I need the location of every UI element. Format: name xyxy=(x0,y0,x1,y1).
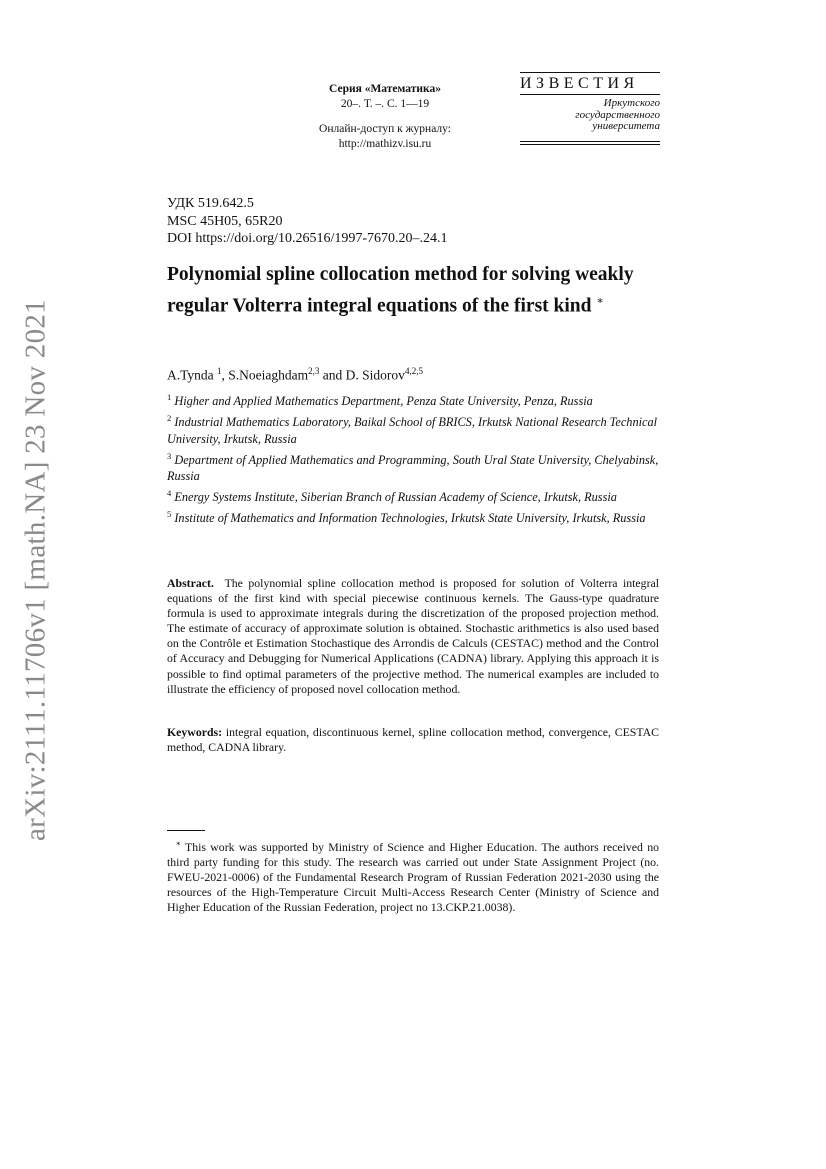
affiliation-item: $^2$ Industrial Mathematics Laboratory, Baikal School of BRICS, Irkutsk National Research Technical University, Irkutsk, Russia xyxy=(167,412,658,446)
keywords-text: integral equation, discontinuous kernel, spline collocation method, convergence, CESTAC method, CADNA library. xyxy=(167,725,659,755)
series-name: Серия «Математика» xyxy=(329,83,441,95)
affiliation-item: $^3$ Department of Applied Mathematics and Programming, South Ural State University, Chelyabinsk, Russia xyxy=(167,450,659,484)
footnote-text: This work was supported by Ministry of Science and Higher Education. The authors received no third party funding for this study. The research was carried out under State Assignment Project (no. FWEU-2021-0006) of the Fundamental Research Program of Russian Federation 2021-2030 using the resources of the High-Temperature Circuit Multi-Access Research Center (Ministry of Science and Higher Education of the Russian Federation, project no 13.CKP.21.0038). xyxy=(167,839,659,915)
journal-url: http://mathizv.isu.ru xyxy=(338,138,432,150)
udk-code: УДК 519.642.5 xyxy=(167,196,254,211)
affiliation-list xyxy=(167,389,659,527)
author-name: A.Tynda xyxy=(167,367,214,383)
journal-title: ИЗВЕСТИЯ xyxy=(520,75,639,92)
journal-subtitle xyxy=(520,98,660,133)
author-affiliation-mark: 2,3 xyxy=(308,366,320,376)
paper-title-text: Polynomial spline collocation method for solving weakly regular Volterra integral equations of the first kind xyxy=(167,264,634,317)
author-name: S.Noeiaghdam xyxy=(228,367,309,383)
paper-title xyxy=(167,262,647,320)
journal-subtitle-line: университета xyxy=(592,120,660,132)
author-affiliation-mark: 1 xyxy=(217,366,222,376)
journal-subtitle-line: государственного xyxy=(575,108,660,121)
affiliation-item: $^1$ Higher and Applied Mathematics Department, Penza State University, Penza, Russia xyxy=(167,392,593,409)
arxiv-identifier xyxy=(14,300,58,840)
abstract-label: Abstract. xyxy=(167,576,214,590)
author-affiliation-mark: 4,2,5 xyxy=(404,366,423,376)
footnote xyxy=(167,836,659,915)
series-info xyxy=(290,82,480,152)
journal-subtitle-line: Иркутского xyxy=(603,97,660,109)
abstract-text: The polynomial spline collocation method is proposed for solution of Volterra integral equations of the first kind with special piecewise continuous kernels. The Gauss-type quadrature formula is used to approximate integrals during the discretization of the proposed projection method. The estimate of accuracy of approximate solution is obtained. Stochastic arithmetics is also used based on the Contrôle et Estimation Stochastique des Arrondis de Calculs (CESTAC) method and the Control of Accuracy and Debugging for Numerical Applications (CADNA) library. Applying this approach it is possible to find optimal parameters of the projective method. The numerical examples are included to illustrate the efficiency of proposed novel collocation method. xyxy=(167,576,660,696)
doi: DOI https://doi.org/10.26516/1997-7670.20–.24.1 xyxy=(167,231,448,246)
title-footnote-mark: ∗ xyxy=(596,295,604,307)
author-name: D. Sidorov xyxy=(345,367,405,383)
arxiv-identifier-text: arXiv:2111.11706v1 [math.NA] 23 Nov 2021 xyxy=(19,299,52,841)
abstract xyxy=(167,576,659,697)
classification-block xyxy=(167,195,448,248)
affiliation-item: $^4$ Energy Systems Institute, Siberian Branch of Russian Academy of Science, Irkutsk, Russia xyxy=(167,488,617,505)
affiliation-item: $^5$ Institute of Mathematics and Information Technologies, Irkutsk State University, Irkutsk, Russia xyxy=(167,509,646,526)
author-list: A.Tynda $^1$, S.Noeiaghdam$^{2,3}$ and D. Sidorov$^{4,2,5}$ xyxy=(167,366,423,383)
footnote-mark: ∗ xyxy=(175,839,181,848)
keywords-label: Keywords: xyxy=(167,725,223,739)
online-access-label: Онлайн-доступ к журналу: xyxy=(319,123,451,135)
series-volume: 20–. Т. –. С. 1—19 xyxy=(340,98,430,110)
footnote-divider xyxy=(167,830,205,831)
journal-logo xyxy=(520,72,660,145)
keywords xyxy=(167,725,659,755)
msc-code: MSC 45H05, 65R20 xyxy=(167,213,283,229)
